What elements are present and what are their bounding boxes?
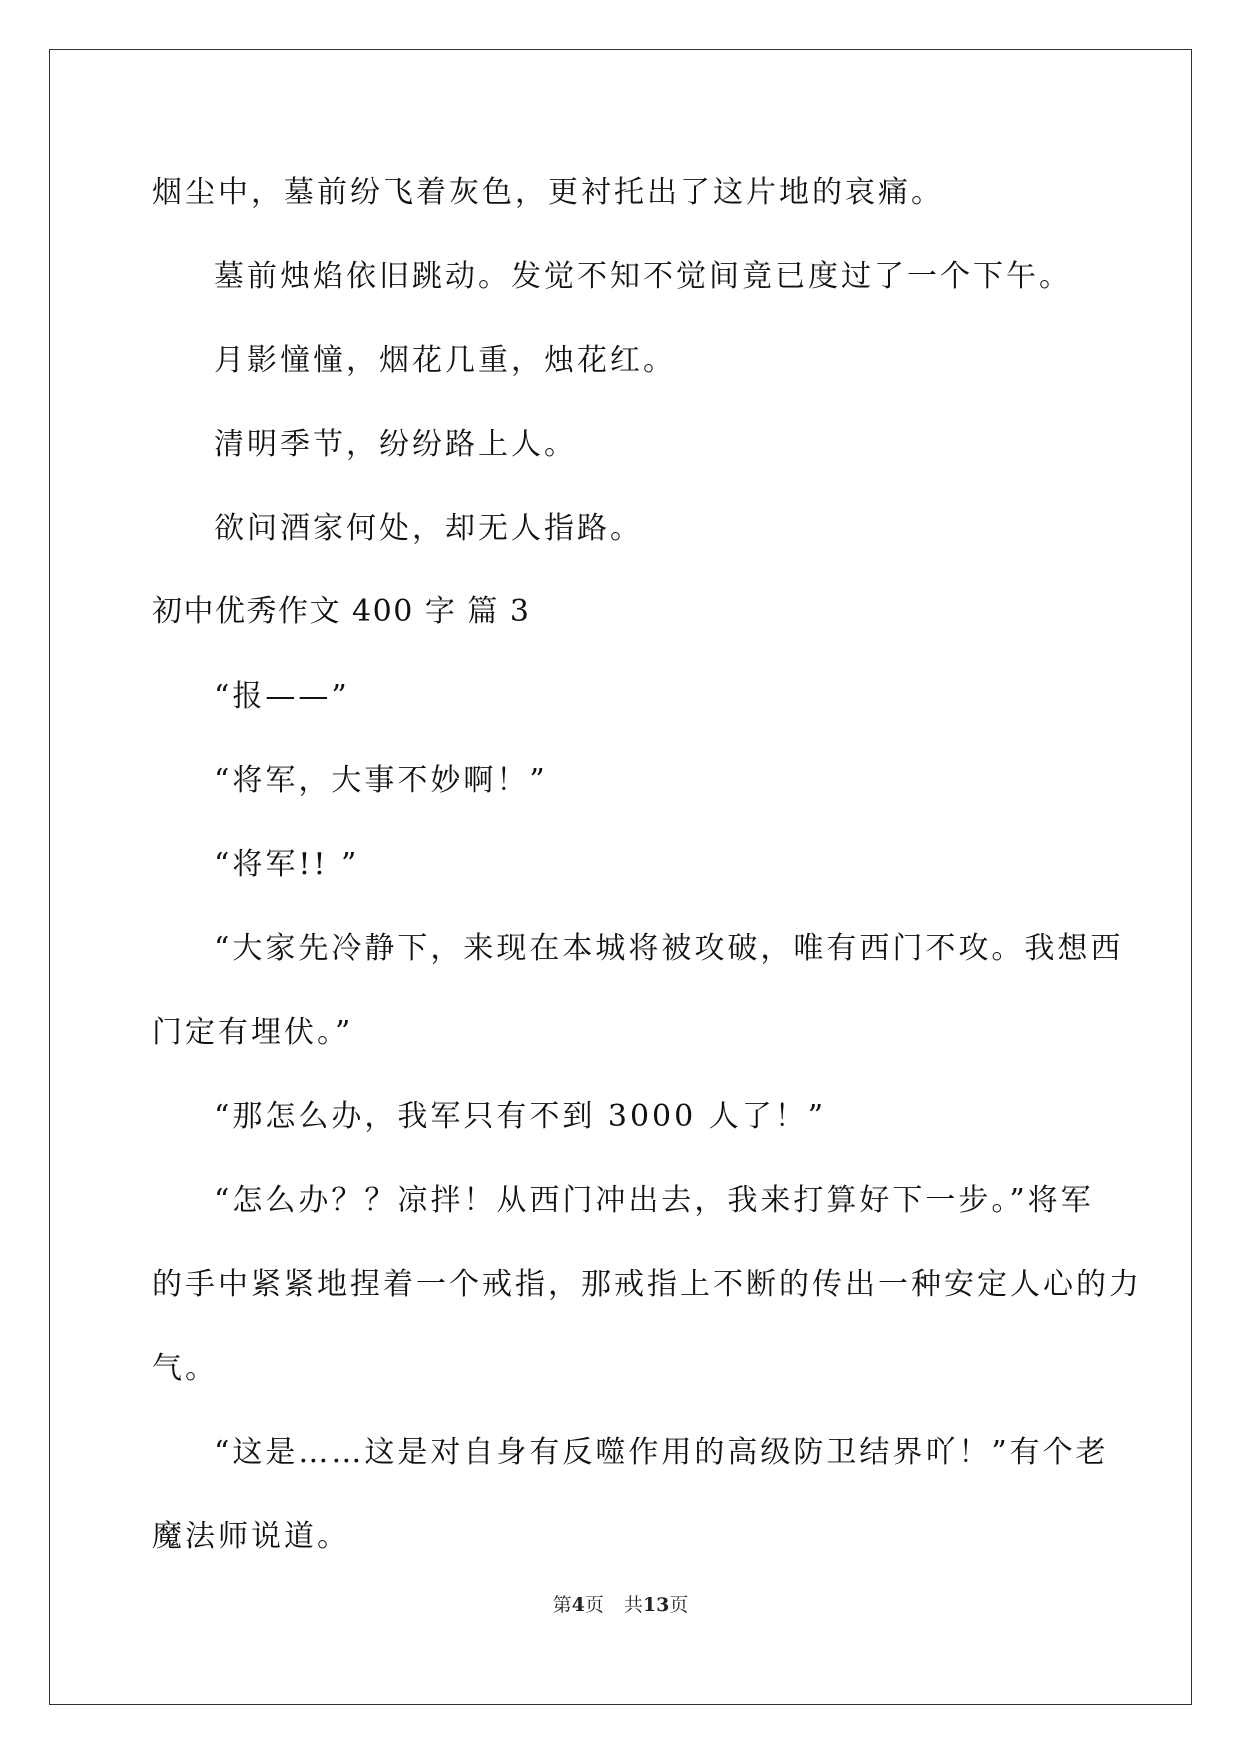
total-suffix: 页 [669,1594,689,1616]
paragraph-line: 欲问酒家何处，却无人指路。 [214,511,643,546]
paragraph-line: “报——” [214,679,350,714]
total-pages: 13 [642,1594,670,1616]
paragraph-line: 清明季节，纷纷路上人。 [214,427,577,462]
page-prefix: 第 [552,1594,572,1616]
paragraph-line: “怎么办？？凉拌！从西门冲出去，我来打算好下一步。”将军 [214,1183,1094,1218]
page-number: 4 [571,1594,585,1616]
paragraph-line: 烟尘中，墓前纷飞着灰色，更衬托出了这片地的哀痛。 [152,175,944,210]
section-heading: 初中优秀作文 400 字 篇 3 [152,594,531,629]
paragraph-line: 月影憧憧，烟花几重，烛花红。 [214,343,676,378]
paragraph-line: 魔法师说道。 [152,1519,350,1554]
page-footer [0,1593,1241,1617]
paragraph-line: 的手中紧紧地捏着一个戒指，那戒指上不断的传出一种安定人心的力 [152,1267,1142,1302]
paragraph-line: “将军，大事不妙啊！” [214,763,548,798]
paragraph-line: 气。 [152,1351,218,1386]
total-prefix: 共 [623,1594,643,1616]
paragraph-line: 墓前烛焰依旧跳动。发觉不知不觉间竟已度过了一个下午。 [214,259,1072,294]
paragraph-line: “那怎么办，我军只有不到 3000 人了！” [214,1099,827,1134]
page-suffix: 页 [584,1594,604,1616]
paragraph-line: “大家先冷静下，来现在本城将被攻破，唯有西门不攻。我想西 [214,931,1124,966]
paragraph-line: 门定有埋伏。” [152,1015,354,1050]
paragraph-line: “这是……这是对自身有反噬作用的高级防卫结界吖！”有个老 [214,1435,1109,1470]
paragraph-line: “将军!! ” [214,847,360,882]
